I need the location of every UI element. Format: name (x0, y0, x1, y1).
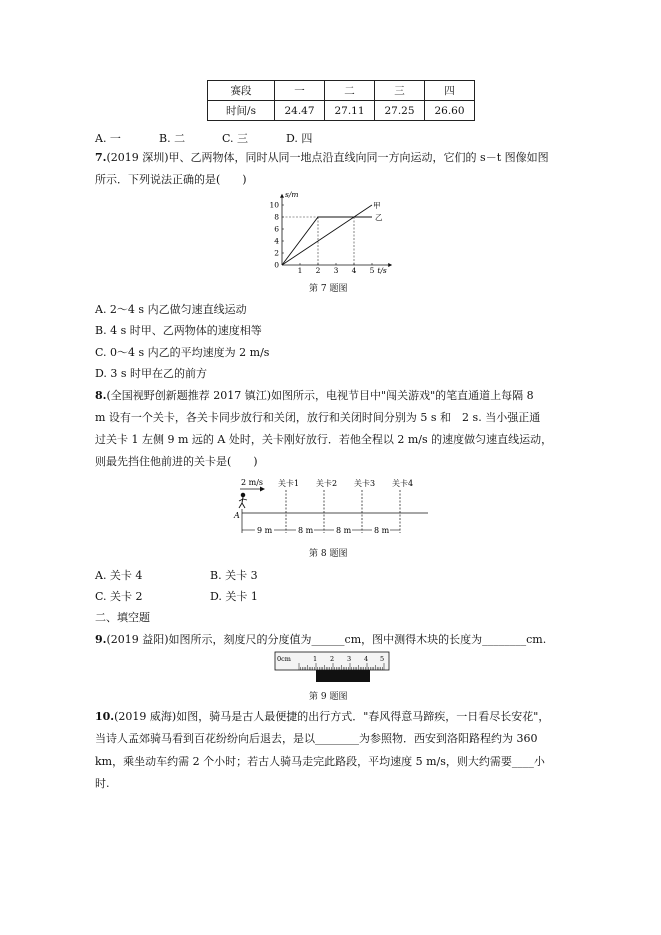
q9-stem (95, 633, 546, 647)
table-cell: 二 (325, 81, 375, 101)
table-cell: 27.11 (325, 101, 375, 121)
table-row (208, 101, 475, 121)
q10-text-1: (2019 威海)如图，骑马是古人最便捷的出行方式．"春风得意马蹄疾，一日看尽长安花"， (114, 710, 550, 723)
q9-number: 9. (95, 633, 107, 646)
table-cell: 24.47 (275, 101, 325, 121)
q8-option-b: B. 关卡 3 (210, 569, 258, 582)
x-tick-label: 4 (351, 266, 357, 275)
q7-st-graph (262, 189, 402, 277)
q10-stem-line3: km，乘坐动车约需 2 个小时；若古人骑马走完此路段，平均速度 5 m/s，则大约需要____小 (95, 755, 545, 768)
q10-number: 10. (95, 710, 115, 723)
series-label-yi: 乙 (375, 213, 383, 222)
gate-label: 关卡1 (278, 479, 300, 488)
q8-gate-diagram (228, 473, 433, 541)
ruler-label: 2 (330, 655, 335, 663)
gate-label: 关卡2 (316, 479, 338, 488)
q10-stem-line1 (95, 710, 549, 724)
y-tick-label: 10 (269, 200, 279, 210)
runner-icon (239, 493, 247, 508)
y-tick-label: 4 (274, 236, 279, 246)
series-label-jia: 甲 (373, 201, 381, 210)
table-cell: 一 (275, 81, 325, 101)
table-cell: 26.60 (425, 101, 475, 121)
q7-stem-line2: 所示．下列说法正确的是( ) (95, 173, 247, 186)
q7-option-d: D. 3 s 时甲在乙的前方 (95, 367, 208, 380)
series-line-jia (282, 205, 372, 265)
gate-label: 关卡3 (354, 479, 376, 488)
x-tick-label: 2 (315, 266, 321, 275)
table-cell: 27.25 (375, 101, 425, 121)
ruler-label: 5 (380, 655, 385, 663)
q8-caption: 第 8 题图 (309, 549, 348, 559)
q7-option-b: B. 4 s 时甲、乙两物体的速度相等 (95, 324, 262, 337)
table-cell: 时间/s (208, 101, 275, 121)
x-axis-label: t/s (377, 266, 387, 275)
y-tick-label: 8 (274, 212, 279, 222)
q7-option-a: A. 2～4 s 内乙做匀速直线运动 (95, 303, 247, 316)
q9-text: (2019 益阳)如图所示，刻度尺的分度值为______cm，图中测得木块的长度为________cm. (106, 633, 547, 646)
q8-option-d: D. 关卡 1 (210, 590, 258, 603)
q10-stem-line2: 当诗人孟郊骑马看到百花纷纷向后退去，是以________为参照物．西安到洛阳路程约为 360 (95, 732, 538, 745)
table-header-row (208, 81, 475, 101)
distance-label: 8 m (298, 526, 314, 535)
ruler-label: 0cm (277, 655, 291, 663)
y-axis-arrow (280, 194, 284, 198)
q6-option-a: A. 一 (95, 132, 121, 145)
section-heading: 二、填空题 (95, 611, 150, 624)
distance-label: 8 m (374, 526, 390, 535)
q7-number: 7. (95, 151, 107, 164)
table-cell: 赛段 (208, 81, 275, 101)
q9-caption: 第 9 题图 (309, 692, 348, 702)
gate-3 (354, 478, 375, 533)
q7-option-c: C. 0～4 s 内乙的平均速度为 2 m/s (95, 346, 270, 359)
gate-2 (316, 478, 337, 533)
q6-option-c: C. 三 (222, 132, 249, 145)
ruler-label: 3 (347, 655, 352, 663)
point-a-label: A (234, 511, 240, 520)
x-axis-arrow (388, 263, 392, 267)
wood-block (316, 670, 370, 682)
q8-option-c: C. 关卡 2 (95, 590, 143, 603)
q10-stem-line4: 时. (95, 777, 110, 790)
gate-1 (278, 478, 299, 533)
gate-4 (392, 478, 413, 533)
q7-caption: 第 7 题图 (309, 284, 348, 294)
x-tick-label: 3 (333, 266, 339, 275)
y-tick-label: 2 (274, 248, 279, 258)
q8-stem-line3: 过关卡 1 左侧 9 m 远的 A 处时，关卡刚好放行．若他全程以 2 m/s 的速度做匀速直线运动， (95, 433, 553, 446)
y-tick-label: 0 (274, 260, 279, 270)
q6-option-d: D. 四 (286, 132, 313, 145)
table-cell: 三 (375, 81, 425, 101)
q7-text-1: (2019 深圳)甲、乙两物体，同时从同一地点沿直线向同一方向运动，它们的 s－t 图像如图 (106, 151, 549, 164)
y-tick-label: 6 (274, 224, 279, 234)
q8-text-1: (全国视野创新题推荐 2017 镇江)如图所示，电视节目中"闯关游戏"的笔直通道上每隔 8 (106, 389, 534, 402)
q9-ruler-figure (274, 651, 390, 685)
speed-label: 2 m/s (241, 478, 264, 487)
q8-stem-line2: m 设有一个关卡，各关卡同步放行和关闭，放行和关闭时间分别为 5 s 和 2 s. 当小强正通 (95, 411, 541, 424)
q7-stem-line1 (95, 151, 549, 165)
q8-stem-line1 (95, 389, 534, 403)
ruler-label: 1 (313, 655, 318, 663)
x-tick-label: 5 (369, 266, 375, 275)
race-time-table (207, 80, 475, 121)
q8-stem-line4: 则最先挡住他前进的关卡是( ) (95, 455, 258, 468)
distance-label: 9 m (257, 526, 273, 535)
x-tick-label: 1 (297, 266, 303, 275)
y-axis-label: s/m (285, 189, 299, 199)
q6-option-b: B. 二 (159, 132, 186, 145)
series-line-yi (282, 217, 372, 265)
table-cell: 四 (425, 81, 475, 101)
ruler-label: 4 (364, 655, 369, 663)
speed-arrowhead (260, 487, 265, 492)
distance-label: 8 m (336, 526, 352, 535)
q8-number: 8. (95, 389, 107, 402)
gate-label: 关卡4 (392, 479, 414, 488)
q8-option-a: A. 关卡 4 (95, 569, 143, 582)
